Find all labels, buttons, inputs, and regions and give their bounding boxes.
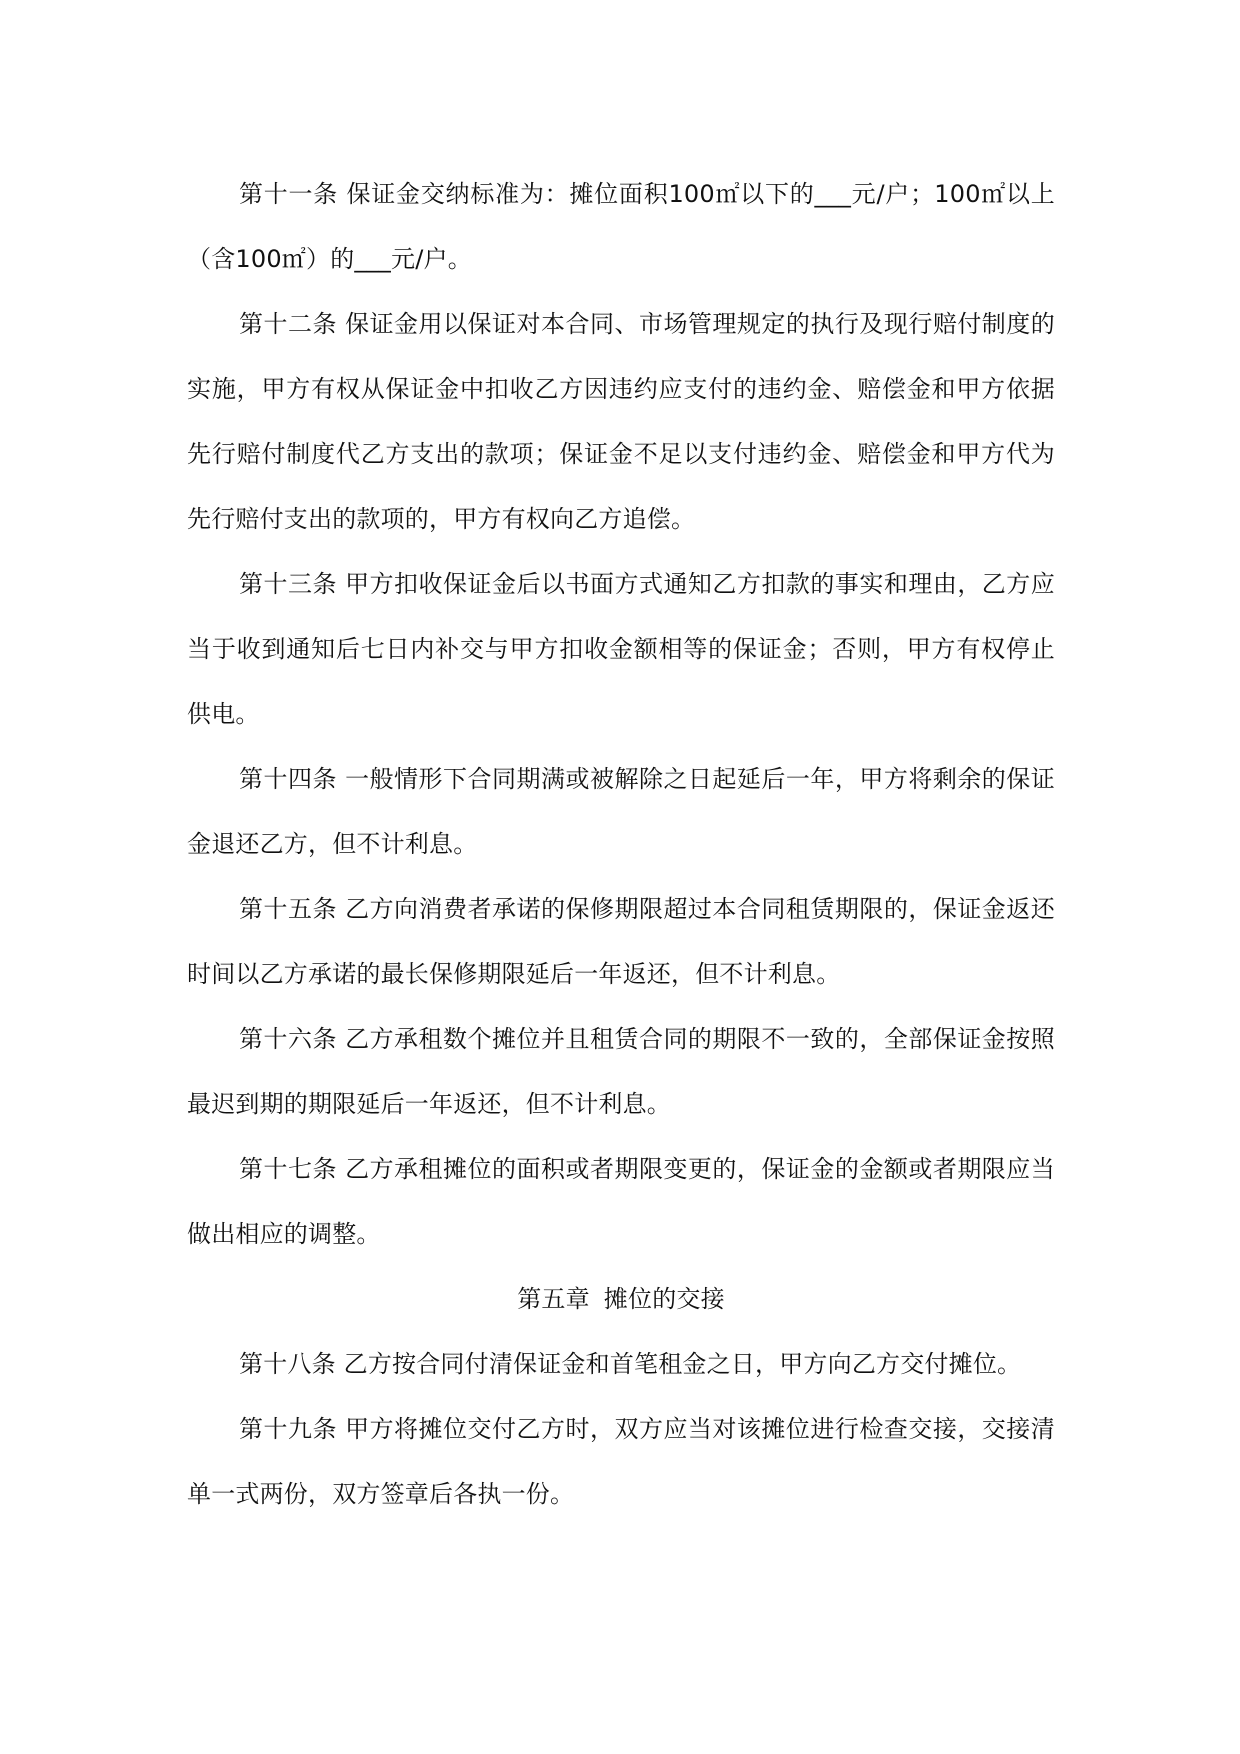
article-15 (187, 877, 1055, 1007)
chapter-number: 第五章 (517, 1285, 590, 1313)
document-body (187, 162, 1055, 1527)
chapter-heading (187, 1267, 1055, 1332)
article-15-text: 第十五条 乙方向消费者承诺的保修期限超过本合同租赁期限的，保证金返还时间以乙方承诺的最长保修期限延后一年返还，但不计利息。 (187, 895, 1055, 988)
article-18-text: 第十八条 乙方按合同付清保证金和首笔租金之日，甲方向乙方交付摊位。 (239, 1350, 1022, 1378)
article-12-text: 第十二条 保证金用以保证对本合同、市场管理规定的执行及现行赔付制度的实施，甲方有权从保证金中扣收乙方因违约应支付的违约金、赔偿金和甲方依据先行赔付制度代乙方支出的款项；保证金不足以支付违约金、赔偿金和甲方代为先行赔付支出的款项的，甲方有权向乙方追偿。 (187, 310, 1055, 533)
article-16 (187, 1007, 1055, 1137)
chapter-title: 摊位的交接 (603, 1285, 725, 1313)
article-17-text: 第十七条 乙方承租摊位的面积或者期限变更的，保证金的金额或者期限应当做出相应的调整。 (187, 1155, 1055, 1248)
article-19-text: 第十九条 甲方将摊位交付乙方时，双方应当对该摊位进行检查交接，交接清单一式两份，双方签章后各执一份。 (187, 1415, 1055, 1508)
article-16-text: 第十六条 乙方承租数个摊位并且租赁合同的期限不一致的，全部保证金按照最迟到期的期限延后一年返还，但不计利息。 (187, 1025, 1055, 1118)
article-11 (187, 162, 1055, 292)
article-14 (187, 747, 1055, 877)
article-14-text: 第十四条 一般情形下合同期满或被解除之日起延后一年，甲方将剩余的保证金退还乙方，但不计利息。 (187, 765, 1055, 858)
article-19 (187, 1397, 1055, 1527)
article-13 (187, 552, 1055, 747)
article-18 (187, 1332, 1055, 1397)
article-13-text: 第十三条 甲方扣收保证金后以书面方式通知乙方扣款的事实和理由，乙方应当于收到通知后七日内补交与甲方扣收金额相等的保证金；否则，甲方有权停止供电。 (187, 570, 1055, 728)
article-12 (187, 292, 1055, 552)
article-17 (187, 1137, 1055, 1267)
article-11-text: 第十一条 保证金交纳标准为：摊位面积100㎡以下的___元/户；100㎡以上（含100㎡）的___元/户。 (187, 180, 1055, 273)
